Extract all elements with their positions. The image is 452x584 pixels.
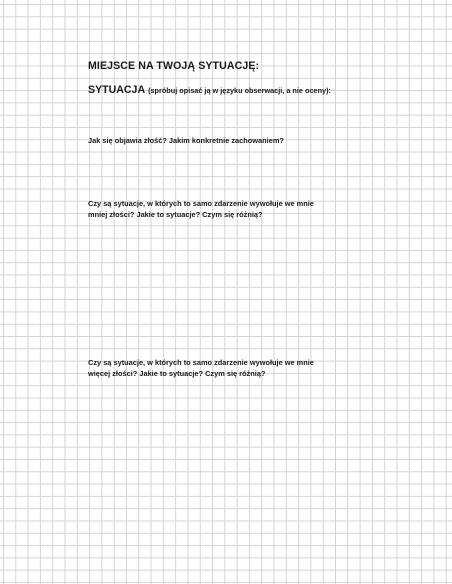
question-anger-behavior (88, 135, 284, 146)
question-line: Czy są sytuacje, w których to samo zdarzenie wywołuje we mnie (88, 358, 314, 367)
worksheet-heading: MIEJSCE NA TWOJĄ SYTUACJĘ: (88, 60, 260, 72)
question-line: więcej złości? Jakie to sytuacje? Czym się różnią? (88, 369, 266, 378)
question-line: mniej złości? Jakie to sytuacje? Czym się różnią? (88, 210, 263, 219)
situation-note: (spróbuj opisać ją w języku obserwacji, a nie oceny): (148, 86, 331, 95)
question-less-anger (88, 198, 314, 220)
question-more-anger (88, 357, 314, 379)
question-line: Jak się objawia złość? Jakim konkretnie zachowaniem? (88, 136, 284, 145)
situation-label: SYTUACJA (88, 84, 146, 96)
situation-prompt (88, 84, 331, 96)
question-line: Czy są sytuacje, w których to samo zdarzenie wywołuje we mnie (88, 199, 314, 208)
